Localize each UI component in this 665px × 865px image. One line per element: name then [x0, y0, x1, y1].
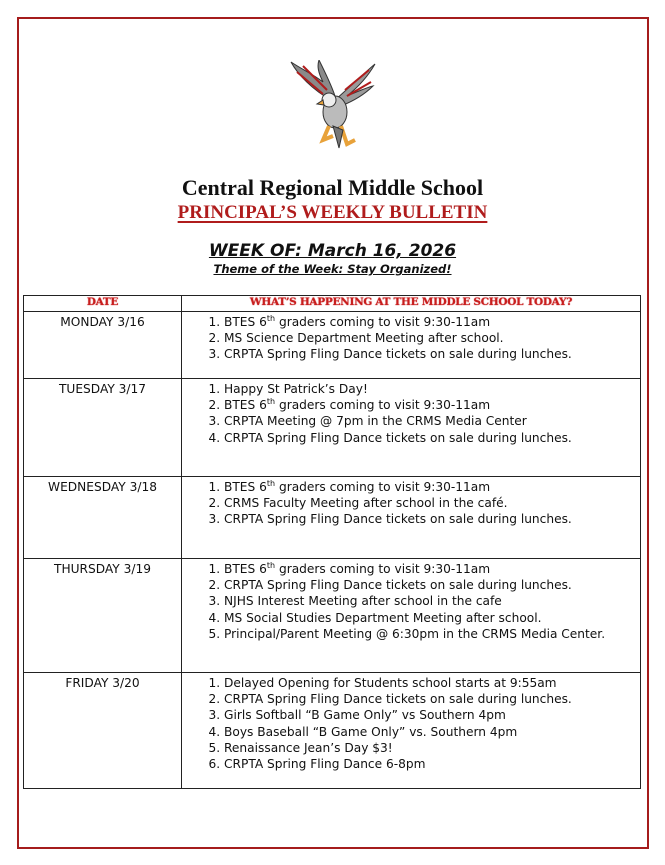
event-text-post: graders coming to visit 9:30-11am — [275, 562, 491, 576]
event-item — [224, 330, 640, 346]
event-item — [224, 381, 640, 397]
header-date: DATE — [24, 296, 182, 312]
header-happenings: WHAT’S HAPPENING AT THE MIDDLE SCHOOL TODAY? — [182, 296, 641, 312]
event-item — [224, 610, 640, 626]
event-text-sup: th — [266, 560, 276, 570]
event-text-sup: th — [266, 397, 276, 407]
events-cell — [182, 477, 641, 559]
events-cell — [182, 379, 641, 477]
event-item — [224, 397, 640, 413]
event-list — [182, 312, 640, 363]
event-item — [224, 346, 640, 362]
table-row — [24, 477, 641, 559]
school-name: Central Regional Middle School — [181, 175, 484, 200]
event-item — [224, 724, 640, 740]
event-text-pre: Boys Baseball “B Game Only” vs. Southern 4pm — [224, 724, 518, 739]
event-text-post: graders coming to visit 9:30-11am — [275, 315, 491, 329]
bulletin-title — [0, 202, 665, 224]
event-item — [224, 495, 640, 511]
event-item — [224, 675, 640, 691]
event-text-pre: BTES 6 — [224, 562, 267, 576]
schedule-table — [23, 295, 641, 789]
event-text-pre: Principal/Parent Meeting @ 6:30pm in the CRMS Media Center. — [224, 626, 606, 641]
table-row — [24, 559, 641, 673]
event-text-pre: Happy St Patrick’s Day! — [224, 382, 368, 396]
event-text-pre: MS Social Studies Department Meeting after school. — [224, 610, 542, 625]
event-text-pre: CRPTA Spring Fling Dance tickets on sale during lunches. — [224, 512, 572, 527]
event-item — [224, 561, 640, 577]
event-text-pre: CRPTA Spring Fling Dance tickets on sale during lunches. — [224, 430, 572, 445]
events-cell — [182, 673, 641, 789]
table-row — [24, 379, 641, 477]
event-list — [182, 477, 640, 528]
event-text-post: graders coming to visit 9:30-11am — [275, 398, 491, 413]
table-row — [24, 673, 641, 789]
event-item — [224, 593, 640, 609]
event-list — [182, 379, 640, 446]
day-cell: WEDNESDAY 3/18 — [24, 477, 182, 559]
event-text-pre: BTES 6 — [224, 315, 267, 329]
event-text-pre: CRPTA Meeting @ 7pm in the CRMS Media Center — [224, 414, 527, 429]
event-item — [224, 626, 640, 642]
day-cell: TUESDAY 3/17 — [24, 379, 182, 477]
bulletin-title-text: PRINCIPAL’S WEEKLY BULLETIN — [177, 202, 488, 223]
table-row — [24, 312, 641, 379]
event-text-post: graders coming to visit 9:30-11am — [275, 480, 491, 494]
day-cell: THURSDAY 3/19 — [24, 559, 182, 673]
event-item — [224, 413, 640, 429]
event-text-pre: CRPTA Spring Fling Dance tickets on sale during lunches. — [224, 692, 572, 707]
week-of-text: WEEK OF: March 16, 2026 — [208, 241, 457, 261]
event-item — [224, 691, 640, 707]
event-text-pre: BTES 6 — [224, 480, 267, 494]
events-cell — [182, 312, 641, 379]
event-text-sup: th — [266, 313, 276, 323]
event-text-pre: Delayed Opening for Students school starts at 9:55am — [224, 676, 557, 690]
events-cell — [182, 559, 641, 673]
theme-of-week — [0, 262, 665, 276]
theme-text: Theme of the Week: Stay Organized! — [213, 262, 452, 276]
event-text-pre: Renaissance Jean’s Day $3! — [224, 740, 393, 755]
event-text-pre: Girls Softball “B Game Only” vs Southern 4pm — [224, 708, 506, 723]
event-text-pre: NJHS Interest Meeting after school in the cafe — [224, 594, 502, 609]
event-item — [224, 479, 640, 495]
event-text-pre: CRPTA Spring Fling Dance tickets on sale during lunches. — [224, 578, 572, 593]
event-text-pre: CRPTA Spring Fling Dance 6-8pm — [224, 757, 426, 772]
event-item — [224, 756, 640, 772]
week-of — [0, 241, 665, 261]
event-text-sup: th — [266, 478, 276, 488]
event-item — [224, 430, 640, 446]
event-list — [182, 559, 640, 642]
eagle-mascot-icon — [283, 60, 383, 155]
event-text-pre: MS Science Department Meeting after school. — [224, 331, 504, 346]
day-cell: MONDAY 3/16 — [24, 312, 182, 379]
event-item — [224, 707, 640, 723]
event-text-pre: BTES 6 — [224, 398, 267, 413]
day-cell: FRIDAY 3/20 — [24, 673, 182, 789]
event-item — [224, 740, 640, 756]
event-text-pre: CRPTA Spring Fling Dance tickets on sale during lunches. — [224, 347, 572, 362]
event-text-pre: CRMS Faculty Meeting after school in the café. — [224, 496, 508, 511]
event-item — [224, 577, 640, 593]
event-list — [182, 673, 640, 772]
event-item — [224, 314, 640, 330]
event-item — [224, 511, 640, 527]
table-header-row — [24, 296, 641, 312]
